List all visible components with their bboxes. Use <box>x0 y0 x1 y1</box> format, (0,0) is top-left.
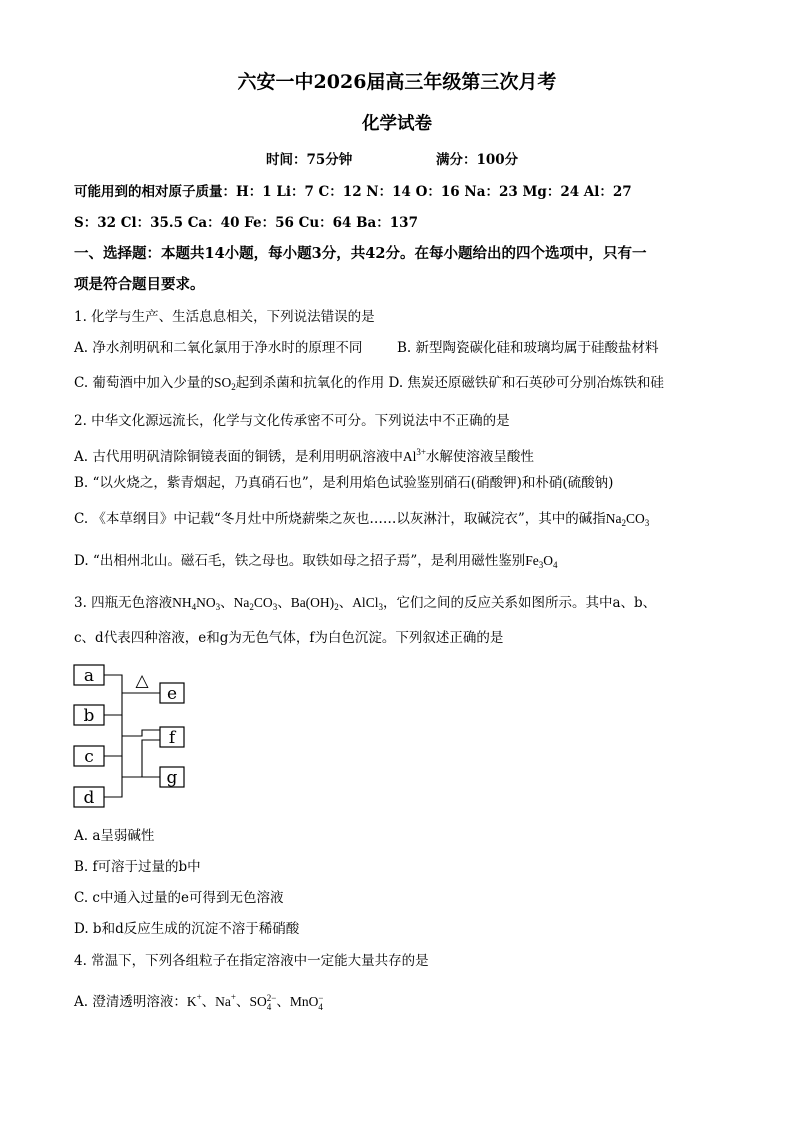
formula-na2co3: $Na_2CO_3$ <box>233 595 278 612</box>
q1-option-b: B. 新型陶瓷碳化硅和玻璃均属于硅酸盐材料 <box>397 340 659 356</box>
separator: 、 <box>236 994 250 1010</box>
exam-time: 时间：75分钟 <box>266 152 353 168</box>
formula-nh4no3: $NH_4NO_3$ <box>172 595 221 612</box>
label-f: f <box>168 728 176 748</box>
box-b <box>74 705 104 726</box>
formula-baoh2: $Ba(OH)_2$ <box>290 595 339 612</box>
label-a: a <box>83 666 95 686</box>
q2-option-a <box>74 442 534 467</box>
separator: 、 <box>220 595 234 611</box>
box-e <box>160 683 184 704</box>
q3-option-d: D. b和d反应生成的沉淀不溶于稀硝酸 <box>74 921 300 937</box>
ion-sulfate: SO 2− 4 <box>249 992 277 1012</box>
q3-stem-tail: ，它们之间的反应关系如图所示。其中a、b、 <box>382 595 657 611</box>
separator: 、 <box>277 595 291 611</box>
box-g <box>160 767 184 788</box>
q2-option-c <box>74 509 649 533</box>
label-g: g <box>166 768 178 788</box>
q2-option-c-text: C. 《本草纲目》中记载“冬月灶中所烧薪柴之灰也……以灰淋汁，取碱浣衣”，其中的碱指 <box>74 511 606 527</box>
q2-option-d <box>74 551 557 575</box>
q1-option-c-text: C. 葡萄酒中加入少量的 <box>74 375 214 391</box>
q3-option-a: A. a呈弱碱性 <box>74 828 155 844</box>
connector-cd-f <box>104 740 160 797</box>
q3-stem-text: 3. 四瓶无色溶液 <box>74 595 173 611</box>
box-c <box>74 746 104 767</box>
atomic-masses-line1: 可能用到的相对原子质量：H：1 Li：7 C：12 N：14 O：16 Na：23 Mg：24 Al：27 <box>74 184 632 200</box>
label-b: b <box>83 706 95 726</box>
ion-k-plus: K+ <box>186 992 202 1009</box>
formula-na2co3: $Na_2CO_3$ <box>605 511 650 528</box>
formula-alcl3: AlCl$_3$ <box>352 595 383 612</box>
q3-option-c: C. c中通入过量的e可得到无色溶液 <box>74 890 284 906</box>
box-a <box>74 665 104 686</box>
formula-fe3o4: $Fe_3O_4$ <box>525 553 558 570</box>
q4-option-a <box>74 987 323 1012</box>
label-d: d <box>83 788 95 808</box>
q1-option-c-d-text: 起到杀菌和抗氧化的作用 D. 焦炭还原磁铁矿和石英砂可分别冶炼铁和硅 <box>235 375 664 391</box>
q2-option-a-text: A. 古代用明矾清除铜镜表面的铜锈，是利用明矾溶液中 <box>74 449 403 465</box>
section-heading-line1: 一、选择题：本题共14小题，每小题3分，共42分。在每小题给出的四个选项中，只有一 <box>74 245 647 262</box>
separator: 、 <box>201 994 216 1010</box>
heat-triangle-icon: △ <box>135 671 149 691</box>
subject-title: 化学试卷 <box>362 114 432 134</box>
connector-bc-f <box>104 715 160 756</box>
atomic-masses-line2: S：32 Cl：35.5 Ca：40 Fe：56 Cu：64 Ba：137 <box>74 215 418 231</box>
separator: 、 <box>338 595 353 611</box>
q1-option-c <box>74 373 664 397</box>
exam-score: 满分：100分 <box>436 152 519 168</box>
connector-ab-e <box>104 675 160 715</box>
exam-title: 六安一中2026届高三年级第三次月考 <box>237 71 557 93</box>
q2-stem: 2. 中华文化源远流长，化学与文化传承密不可分。下列说法中不正确的是 <box>74 413 510 429</box>
section-heading-line2: 项是符合题目要求。 <box>74 276 205 293</box>
label-e: e <box>166 684 178 704</box>
separator: 、 <box>276 994 290 1010</box>
formula-so2: $SO_2$ <box>213 375 236 392</box>
reaction-diagram <box>70 660 200 810</box>
q4-option-a-text: A. 澄清透明溶液： <box>74 994 187 1010</box>
q2-option-b: B. “以火烧之，紫青烟起，乃真硝石也”，是利用焰色试验鉴别硝石(硝酸钾)和朴硝(硫酸钠) <box>74 475 614 491</box>
q2-option-a-tail: 水解使溶液呈酸性 <box>425 449 534 465</box>
label-c: c <box>84 747 94 767</box>
q3-option-b: B. f可溶于过量的b中 <box>74 859 201 875</box>
q2-option-d-text: D. “出相州北山。磁石毛，铁之母也。取铁如母之招子焉”，是利用磁性鉴别 <box>74 553 526 569</box>
q4-stem: 4. 常温下，下列各组粒子在指定溶液中一定能大量共存的是 <box>74 953 429 969</box>
box-d <box>74 787 104 808</box>
formula-al3plus: $Al^{3+}$ <box>402 447 426 464</box>
box-f <box>160 727 184 748</box>
ion-permanganate: MnO − 4 <box>289 992 324 1012</box>
q3-stem <box>74 593 656 617</box>
q1-stem: 1. 化学与生产、生活息息相关，下列说法错误的是 <box>74 309 375 325</box>
q1-option-a: A. 净水剂明矾和二氧化氯用于净水时的原理不同 <box>74 340 363 356</box>
q3-stem-line2: c、d代表四种溶液，e和g为无色气体，f为白色沉淀。下列叙述正确的是 <box>74 630 504 646</box>
ion-na-plus: Na+ <box>215 992 236 1009</box>
